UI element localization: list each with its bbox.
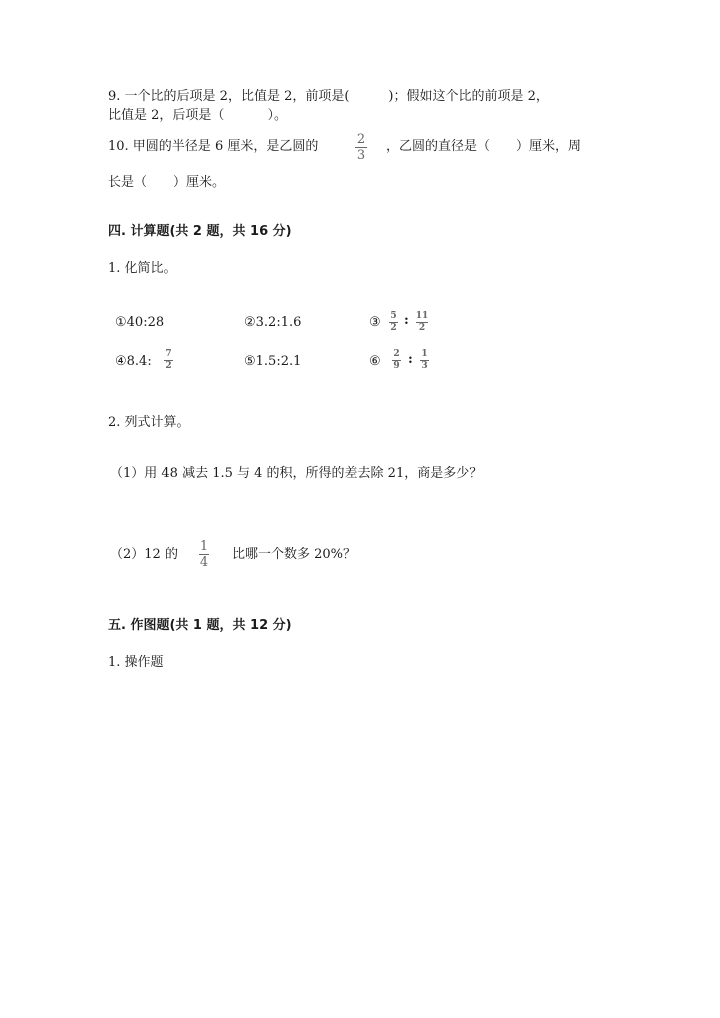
simplify-item-5: ⑤1.5:2.1 xyxy=(244,354,302,369)
fraction-denominator: 2 xyxy=(418,323,426,333)
section4-problem2-q1: （1）用 48 减去 1.5 与 4 的积，所得的差去除 21，商是多少？ xyxy=(110,466,483,481)
fraction-numerator: 7 xyxy=(165,349,172,359)
section5-problem1-title: 1. 操作题 xyxy=(108,655,164,670)
simplify-item-4-label: ④8.4: xyxy=(115,354,152,369)
simplify-item-6-fraction-1 xyxy=(392,350,401,371)
simplify-item-4-fraction xyxy=(164,350,173,371)
q10-line2: 长是（ ）厘米。 xyxy=(108,175,226,190)
q9-line1: 9. 一个比的后项是 2，比值是 2，前项是( )；假如这个比的前项是 2， xyxy=(108,89,549,104)
q10-fraction-denominator: 3 xyxy=(356,148,366,163)
fraction-denominator: 2 xyxy=(165,361,172,371)
fraction-denominator: 3 xyxy=(421,361,428,371)
q10-fraction-numerator: 2 xyxy=(356,132,366,147)
q10-part1: 10. 甲圆的半径是 6 厘米，是乙圆的 xyxy=(108,139,319,154)
fraction-numerator: 5 xyxy=(390,311,397,321)
fraction-numerator: 2 xyxy=(393,349,400,359)
section4-problem2-q2-fraction xyxy=(199,540,209,569)
simplify-item-6-fraction-2 xyxy=(420,350,429,371)
q10-fraction xyxy=(355,133,367,162)
q9-line2: 比值是 2，后项是（ ）。 xyxy=(108,108,288,123)
fraction-numerator: 11 xyxy=(415,311,429,321)
section4-title: 四. 计算题(共 2 题，共 16 分) xyxy=(108,224,292,239)
simplify-item-3-label: ③ xyxy=(369,315,381,330)
fraction-numerator: 1 xyxy=(199,539,209,554)
simplify-item-3-fraction-2 xyxy=(416,312,428,333)
fraction-denominator: 4 xyxy=(199,555,209,570)
simplify-item-6-colon: : xyxy=(408,352,413,367)
simplify-item-3-colon: : xyxy=(404,313,409,328)
section5-title: 五. 作图题(共 1 题，共 12 分) xyxy=(108,618,292,633)
simplify-item-6-label: ⑥ xyxy=(369,354,381,369)
fraction-denominator: 9 xyxy=(393,361,400,371)
section4-problem2-q2-part2: 比哪一个数多 20%？ xyxy=(232,547,357,562)
section4-problem2-q2-part1: （2）12 的 xyxy=(110,547,178,562)
fraction-denominator: 2 xyxy=(390,323,397,333)
fraction-numerator: 1 xyxy=(421,349,428,359)
q10-part2: ，乙圆的直径是（ ）厘米，周 xyxy=(386,139,582,154)
simplify-item-3-fraction-1 xyxy=(389,312,398,333)
section4-problem2-title: 2. 列式计算。 xyxy=(108,415,190,430)
simplify-item-2: ②3.2:1.6 xyxy=(244,315,302,330)
simplify-item-1: ①40:28 xyxy=(115,315,165,330)
section4-problem1-title: 1. 化简比。 xyxy=(108,261,177,276)
